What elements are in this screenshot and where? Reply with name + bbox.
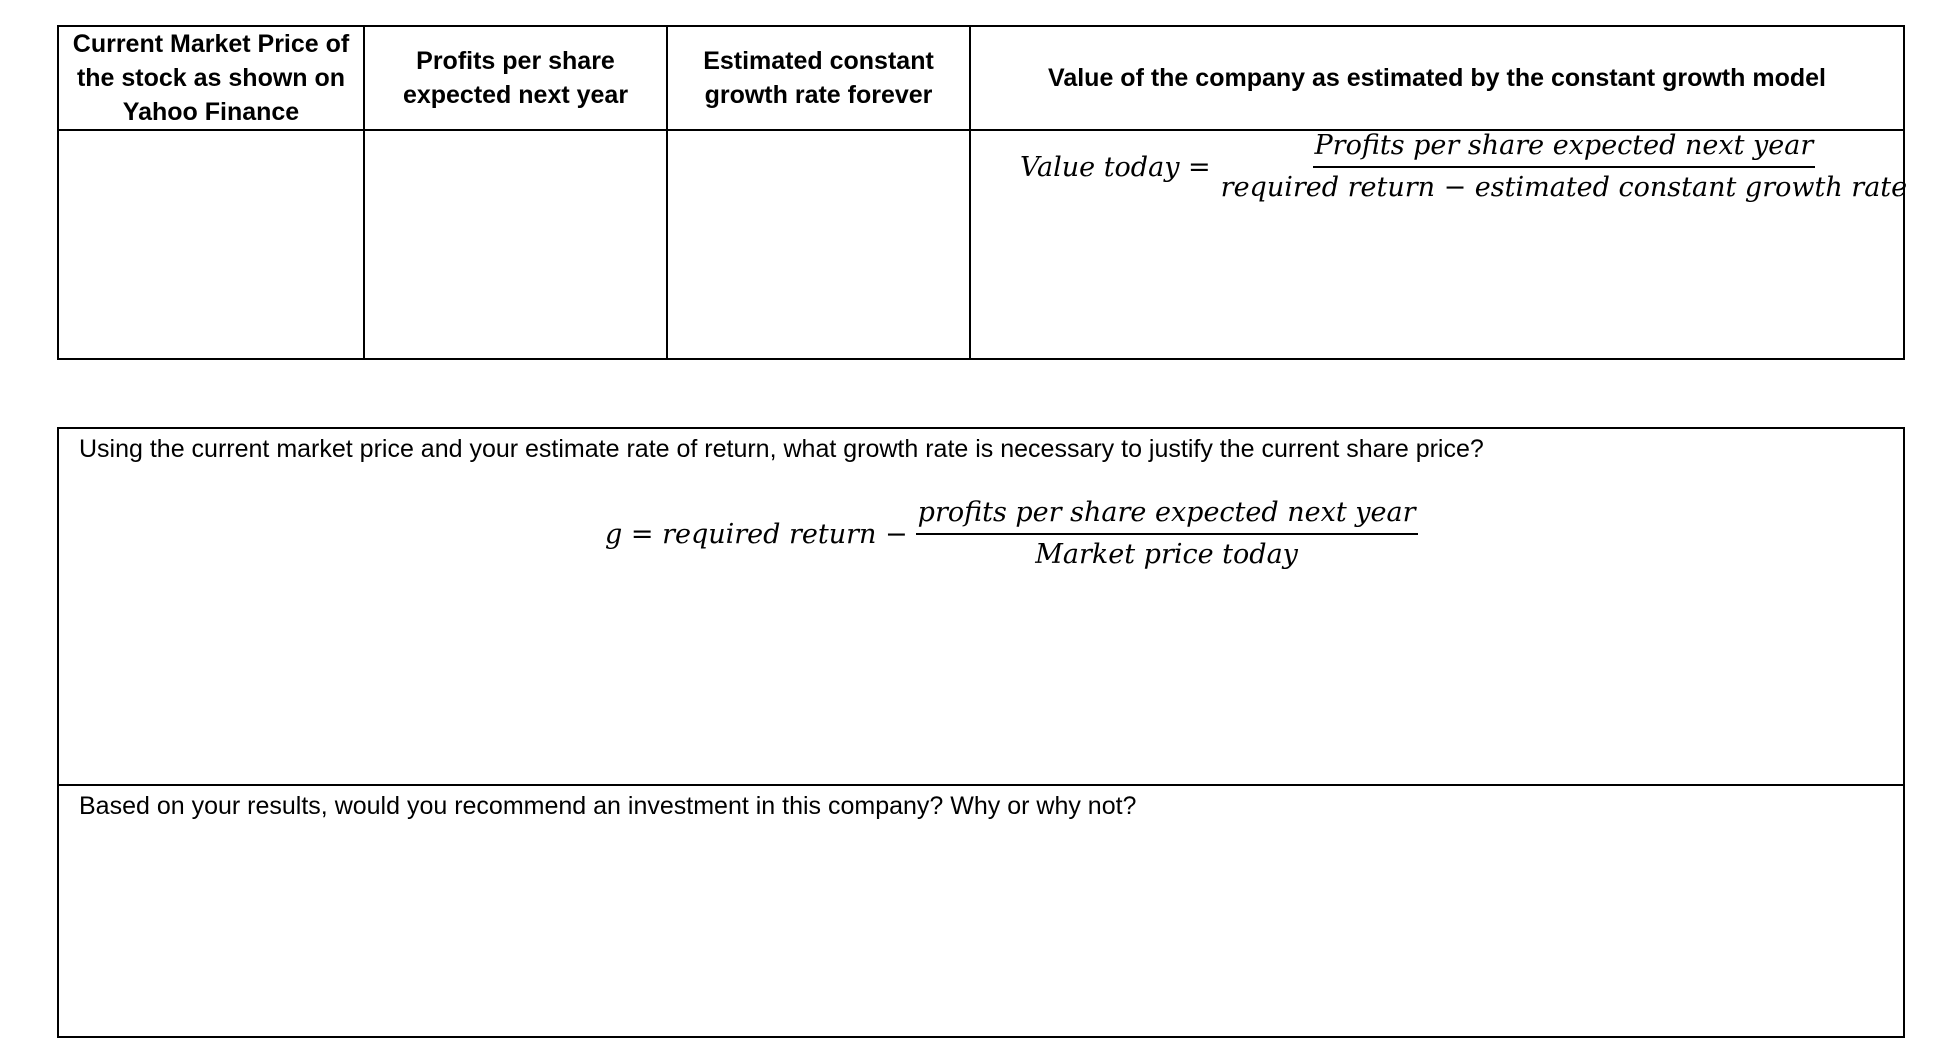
value-today-numerator: Profits per share expected next year — [1313, 130, 1816, 168]
value-today-fraction — [1219, 130, 1909, 204]
value-today-formula — [1020, 130, 1909, 204]
growth-rate-answer-cell[interactable] — [668, 131, 969, 358]
growth-answer-area[interactable] — [79, 589, 1903, 769]
growth-question: Using the current market price and your estimate rate of return, what growth rate is necessary to justify the current share price? — [79, 435, 1484, 463]
growth-rate-lhs: g = required return − — [605, 518, 908, 550]
header-growth-rate — [668, 27, 969, 129]
valuation-table — [57, 25, 1908, 360]
header-company-value-label: Value of the company as estimated by the constant growth model — [1048, 64, 1826, 92]
question-divider — [59, 784, 1903, 786]
market-price-answer-cell[interactable] — [59, 131, 363, 358]
profits-per-share-answer-cell[interactable] — [365, 131, 666, 358]
growth-rate-formula — [605, 497, 1418, 571]
header-market-price-label: Current Market Price of the stock as shown on Yahoo Finance — [72, 30, 350, 126]
header-profits-per-share — [365, 27, 666, 129]
questions-box — [57, 427, 1905, 1038]
recommendation-question: Based on your results, would you recommend an investment in this company? Why or why not? — [79, 792, 1137, 820]
header-company-value — [971, 27, 1903, 129]
header-profits-per-share-label: Profits per share expected next year — [402, 47, 629, 109]
growth-rate-fraction — [916, 497, 1418, 571]
recommendation-answer-area[interactable] — [79, 829, 1903, 1036]
header-growth-rate-label: Estimated constant growth rate forever — [703, 47, 934, 109]
growth-rate-denominator: Market price today — [1035, 539, 1298, 570]
growth-rate-numerator: profits per share expected next year — [916, 497, 1418, 535]
value-today-denominator: required return − estimated constant growth rate — [1220, 172, 1908, 203]
header-market-price — [59, 27, 363, 129]
value-today-lhs: Value today = — [1020, 151, 1211, 183]
